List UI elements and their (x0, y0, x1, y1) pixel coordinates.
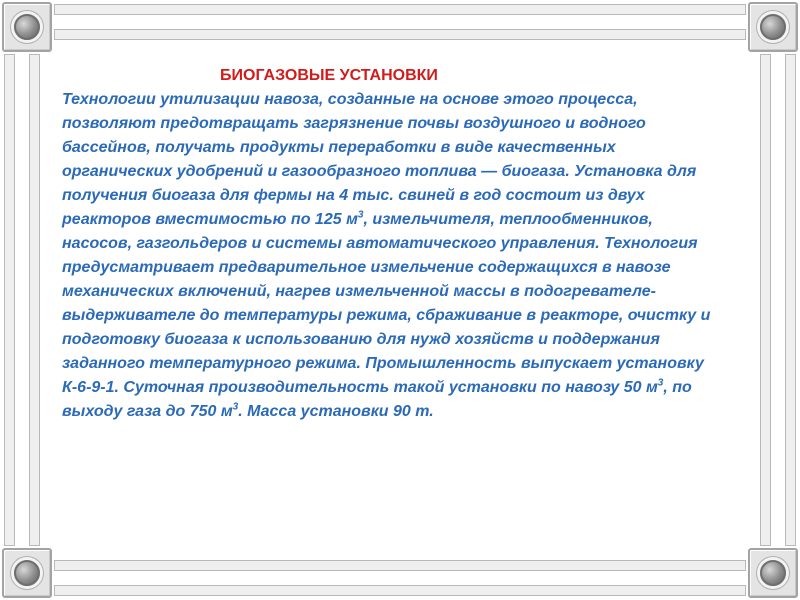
slide-title: БИОГАЗОВЫЕ УСТАНОВКИ (220, 67, 438, 84)
corner-top-left (2, 2, 52, 52)
frame-rail-left-inner (29, 54, 40, 546)
corner-bottom-left (2, 548, 52, 598)
frame-rail-top-outer (54, 4, 746, 15)
slide-content (62, 64, 722, 424)
frame-rail-bottom-inner (54, 560, 746, 571)
superscript-cubic-3: 3 (232, 401, 239, 413)
corner-knob-icon (760, 560, 786, 586)
corner-top-right (748, 2, 798, 52)
body-text-part-3: , по выходу газа до 750 м (62, 379, 692, 420)
body-text-part-1: Технологии утилизации навоза, созданные на основе этого процесса, позволяют предотвращать загрязнение почвы воздушного и водного бассейнов, получать продукты переработки в виде качественных органических удобрений и газообразного топлива — биогаза. Установка для получения биогаза для фермы на 4 тыс. свиней в год состоит из двух реакторов вместимостью по 125 м (62, 91, 697, 228)
slide-body-text (62, 88, 722, 424)
frame-rail-bottom-outer (54, 585, 746, 596)
superscript-cubic-1: 3 (357, 209, 364, 221)
body-text-part-2: , измельчителя, теплообменников, насосов, газгольдеров и системы автоматического управления. Технология предусматривает предварительное измельчение содержащихся в навозе механических включений, нагрев измельченной массы в подогревателе-выдерживателе до температуры режима, сбраживание в реакторе, очистку и подготовку биогаза к использованию для нужд хозяйств и поддержания заданного температурного режима. Промышленность выпускает установку К-6-9-1. Суточная производительность такой установки по навозу 50 м (62, 211, 711, 396)
corner-knob-icon (14, 14, 40, 40)
corner-knob-icon (14, 560, 40, 586)
corner-bottom-right (748, 548, 798, 598)
body-text-part-4: . Масса установки 90 т. (238, 403, 434, 420)
corner-knob-icon (760, 14, 786, 40)
superscript-cubic-2: 3 (657, 377, 664, 389)
frame-rail-top-inner (54, 29, 746, 40)
frame-rail-right-outer (785, 54, 796, 546)
frame-rail-left-outer (4, 54, 15, 546)
frame-rail-right-inner (760, 54, 771, 546)
